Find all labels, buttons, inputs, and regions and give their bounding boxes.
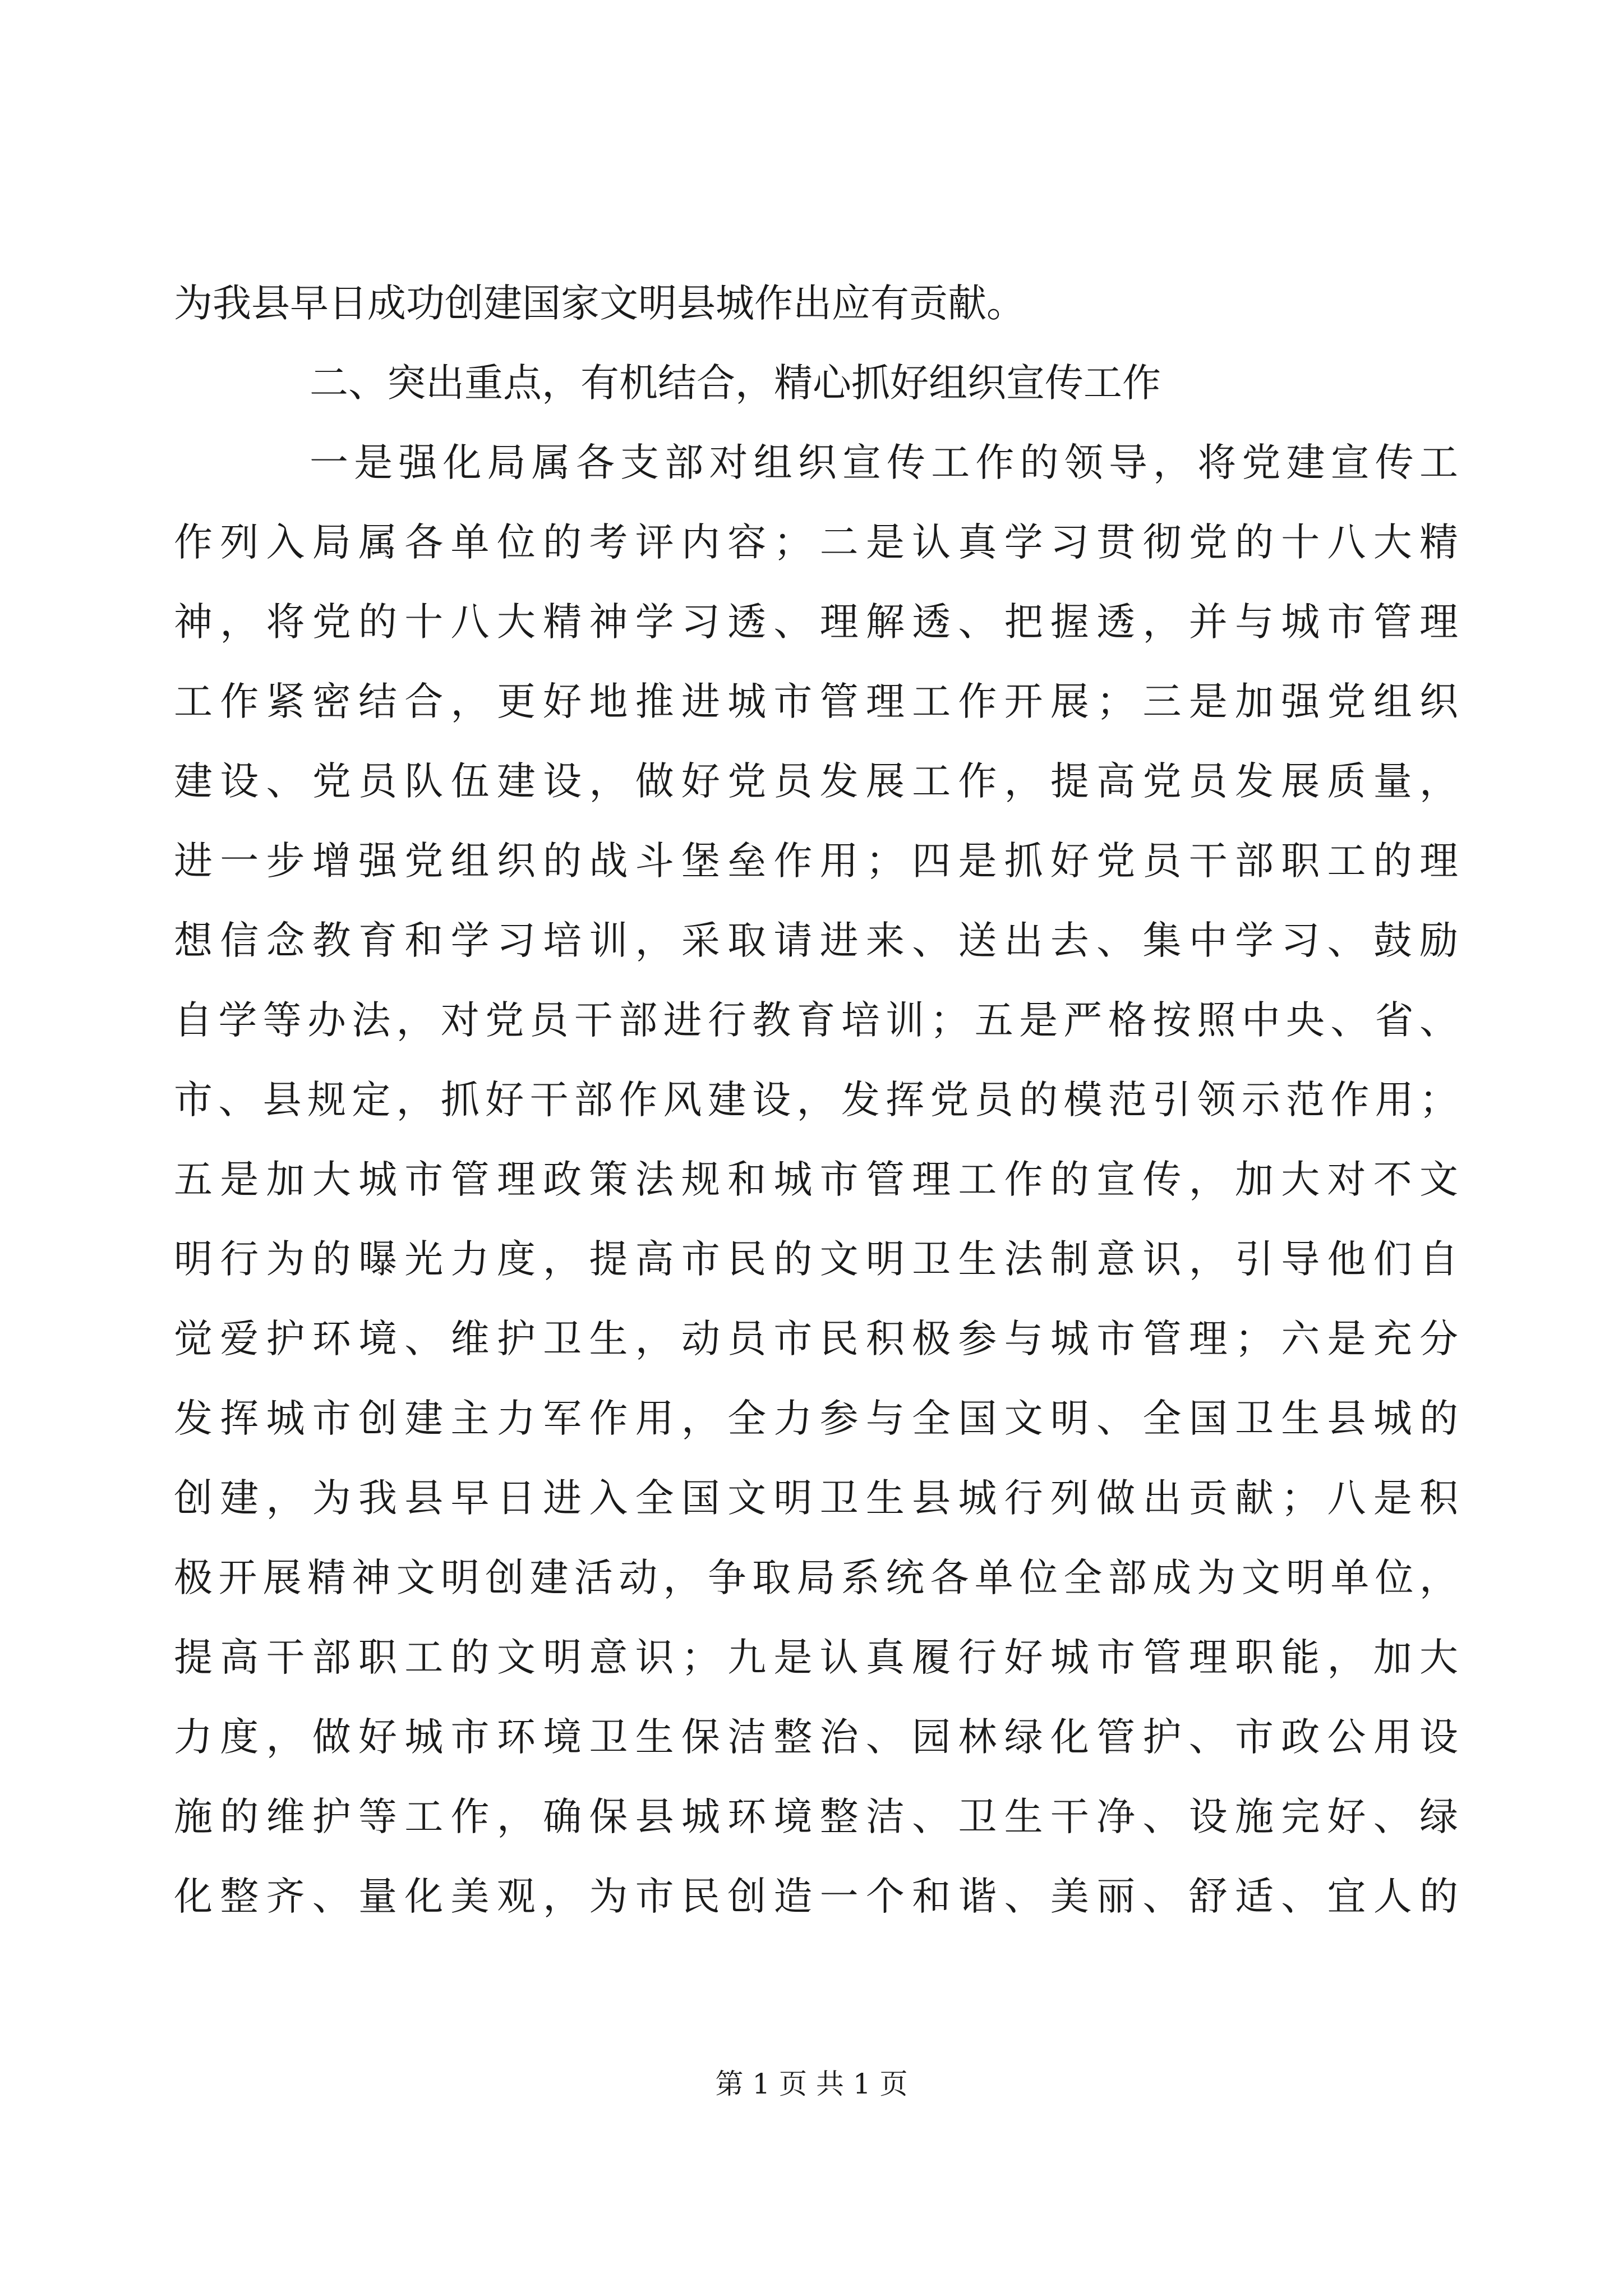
text-line: 施的维护等工作，确保县城环境整洁、卫生干净、设施完好、绿 [174,1795,1458,1839]
text-line: 提高干部职工的文明意识；九是认真履行好城市管理职能，加大 [174,1635,1458,1680]
text-line: 觉爱护环境、维护卫生，动员市民积极参与城市管理；六是充分 [174,1317,1458,1361]
text-line: 工作紧密结合，更好地推进城市管理工作开展；三是加强党组织 [174,679,1458,724]
text-line: 一是强化局属各支部对组织宣传工作的领导，将党建宣传工 [310,440,1458,485]
text-line: 化整齐、量化美观，为市民创造一个和谐、美丽、舒适、宜人的 [174,1874,1458,1919]
text-line: 发挥城市创建主力军作用，全力参与全国文明、全国卫生县城的 [174,1396,1458,1441]
text-line: 五是加大城市管理政策法规和城市管理工作的宣传，加大对不文 [174,1157,1458,1202]
section-heading: 二、突出重点，有机结合，精心抓好组织宣传工作 [310,361,1161,406]
text-line: 想信念教育和学习培训，采取请进来、送出去、集中学习、鼓励 [174,918,1458,963]
text-line: 进一步增强党组织的战斗堡垒作用；四是抓好党员干部职工的理 [174,839,1458,884]
text-line: 创建，为我县早日进入全国文明卫生县城行列做出贡献；八是积 [174,1476,1458,1521]
text-line: 明行为的曝光力度，提高市民的文明卫生法制意识，引导他们自 [174,1237,1458,1282]
text-line: 自学等办法，对党员干部进行教育培训；五是严格按照中央、省、 [174,998,1458,1043]
text-line: 力度，做好城市环境卫生保洁整治、园林绿化管护、市政公用设 [174,1715,1458,1760]
text-line: 建设、党员队伍建设，做好党员发展工作，提高党员发展质量， [174,759,1458,804]
text-line: 作列入局属各单位的考评内容；二是认真学习贯彻党的十八大精 [174,520,1458,565]
text-line: 市、县规定，抓好干部作风建设，发挥党员的模范引领示范作用； [174,1078,1458,1122]
text-line: 极开展精神文明创建活动，争取局系统各单位全部成为文明单位， [174,1556,1458,1600]
page-number-footer: 第 1 页 共 1 页 [715,2068,908,2100]
text-line: 神，将党的十八大精神学习透、理解透、把握透，并与城市管理 [174,600,1458,645]
body-text [174,264,1458,1936]
text-line: 为我县早日成功创建国家文明县城作出应有贡献。 [174,281,1025,326]
